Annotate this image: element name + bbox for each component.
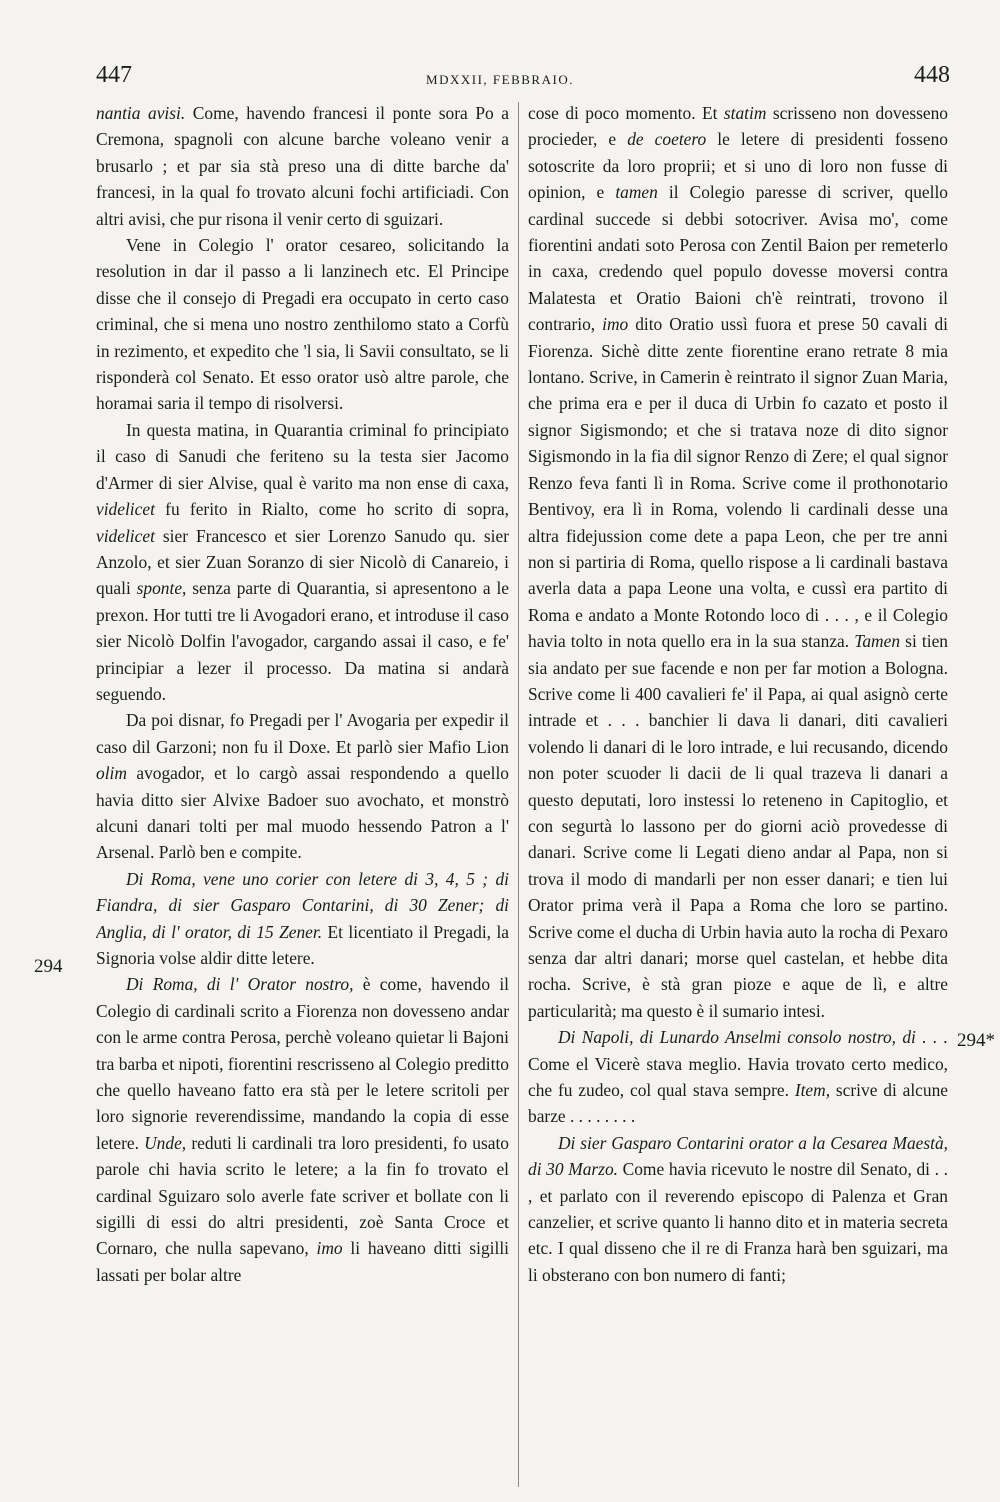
page-number-right: 448 xyxy=(914,62,950,88)
italic-term: de coetero xyxy=(627,129,707,150)
paragraph: cose di poco momento. Et statim scrisseno non dovesseno procieder, e de coetero le letere di presidenti fosseno sotoscrite da loro proprii; et si uno di loro non fusse di opinion, e tamen il Colegio paresse di scriver, quello cardinal succede si debbi sotocriver. Avisa mo', come fiorentini andati soto Perosa con Zentil Baion per remeterlo in caxa, credendo quel populo dovesse moversi contra Malatesta et Oratio Baioni ch'è reintrati, trovono il contrario, imo dito Oratio ussì fuora et prese 50 cavali di Fiorenza. Sichè ditte zente fiorentine erano retrate 8 mia lontano. Scrive, in Camerin è reintrato il signor Zuan Maria, che prima era e per il duca di Urbin fo cazato et posto il signor Sigismondo; et che si tratava noze di dito signor Sigismondo in la fia dil signor Renzo di Zere; el qual signor Renzo feva fanti lì in Roma. Scrive come il prothonotario Bentivoy, era lì in Roma, volendo li cardinali desse una altra fidejussion come dete a papa Leon, che per tre anni non si partiria di Roma, quello rispose a li cardinali bastava averla data a papa Leone una volta, e cussì era partito di Roma e andato a Monte Rotondo loco di . . . , e il Colegio havia tolto in nota quello era in la sua stanza. Tamen si tien sia andato per sue facende e non per far motion a Bologna. Scrive come li 400 cavalieri fe' il Papa, ai qual asignò certe intrade et . . . banchier li dava li danari, diti cavalieri volendo li danari di le loro intrade, e lui recusando, dicendo non poter scuoder li dacii de li qual trazeva li danari a questo deputati, loro instessi lo reteneno in Capitoglio, et con segurtà lo lassono per do giorni aciò provedesse di danari. Scrive come li Legati dieno andar al Papa, non si trova il modo di mandarli per non esser danari; e tien lui Orator prima verà il Papa a Roma che loro se partino. Scrive come el ducha di Urbin havia auto la rocha di Pexaro senza dar altri danari; morse quel castelan, et hebbe dita rocha. Scrive, è stà gran pioze e aque de lì, e altre particularità; ma questo è il sumario intesi. xyxy=(528,103,948,1021)
paragraph: In questa matina, in Quarantia criminal fo principiato il caso di Sanudi che feriteno su la testa sier Jacomo d'Armer di sier Alvise, qual è varito ma non ense di caxa, videlicet fu ferito in Rialto, come ho scrito di sopra, videlicet sier Francesco et sier Lorenzo Sanudo qu. sier Anzolo, et sier Zuan Soranzo di sier Nicolò di Canareio, i quali sponte, senza parte di Quarantia, si apresentono a le prexon. Hor tutti tre li Avogadori erano, et introduse il caso sier Nicolò Dolfin l'avogador, cargando assai il caso, e fe' principiar a lezer il processo. Da matina si andarà seguendo. xyxy=(96,419,509,704)
italic-term: videlicet xyxy=(96,499,155,520)
italic-term: Unde, xyxy=(144,1132,187,1153)
italic-term: imo xyxy=(602,314,629,335)
column-divider xyxy=(518,102,519,1487)
running-title: MDXXII, FEBBRAIO. xyxy=(426,72,574,87)
margin-note-right: 294* xyxy=(957,1030,995,1051)
italic-term: olim xyxy=(96,763,127,784)
letter-heading: Di Napoli, di Lunardo Anselmi consolo nostro, di . . . xyxy=(558,1027,948,1048)
italic-term: nantia avisi. xyxy=(96,103,186,123)
paragraph: Di Napoli, di Lunardo Anselmi consolo nostro, di . . . Come el Vicerè stava meglio. Havia trovato certo medico, che fu zudeo, col qual stava sempre. Item, scrive di alcune barze . . . . . . . . xyxy=(528,1027,948,1127)
margin-note-left: 294 xyxy=(34,956,63,977)
right-column xyxy=(528,100,948,1480)
paragraph: Di Roma, di l' Orator nostro, è come, havendo il Colegio di cardinali scrito a Fiorenza non dovesseno andar con le arme contra Perosa, perchè voleano quietar li Bajoni tra barba et nipoti, fiorentini rescrisseno al Colegio preditto che quello haveano fatto era stà per le letere scritoli per loro signorie reverendissime, mandando la copia di esse letere. Unde, reduti li cardinali tra loro presidenti, fo usato parole chi havia scrito le letere; a la fin fo trovato el cardinal Sguizaro solo averle fate scriver et bollate con li sigilli di essi do altri presidenti, zoè Santa Croce et Cornaro, che nulla sapevano, imo li haveano ditti sigilli lassati per bolar altre xyxy=(96,974,509,1285)
letter-heading: Di Roma, vene uno corier con letere di 3, 4, 5 ; di Fiandra, di sier Gasparo Contarini, di 30 Zener; di Anglia, di l' orator, di 15 Zener. xyxy=(96,868,509,942)
italic-term: videlicet xyxy=(96,525,155,546)
page-header xyxy=(0,62,1000,98)
letter-heading: Di sier Gasparo Contarini orator a la Cesarea Maestà, di 30 Marzo. xyxy=(528,1132,948,1180)
italic-term: imo xyxy=(316,1238,343,1259)
paragraph: Di sier Gasparo Contarini orator a la Cesarea Maestà, di 30 Marzo. Come havia ricevuto le nostre dil Senato, di . . , et parlato con il reverendo episcopo di Palenza et Gran canzelier, et scrive quanto li hanno dito et in materia secreta etc. I qual disseno che il re di Franza harà ben sguizari, ma li obsterano con bon numero di fanti; xyxy=(528,1132,948,1285)
paragraph: nantia avisi. Come, havendo francesi il ponte sora Po a Cremona, spagnoli con alcune barche voleano venir a brusarlo ; et par sia stà preso una di ditte barche da' francesi, in la qual fo trovato alcuni fochi artificiadi. Con altri avisi, che pur risona il venir certo di sguizari. xyxy=(96,103,509,229)
paragraph: Di Roma, vene uno corier con letere di 3, 4, 5 ; di Fiandra, di sier Gasparo Contarini, di 30 Zener; di Anglia, di l' orator, di 15 Zener. Et licentiato il Pregadi, la Signoria volse aldir ditte letere. xyxy=(96,868,509,968)
italic-term: Item, xyxy=(794,1080,831,1101)
paragraph: Vene in Colegio l' orator cesareo, solicitando la resolution in dar il passo a li lanzinech etc. El Principe disse che il consejo di Pregadi era occupato in certo caso criminal, che si mena uno nostro zenthilomo stato a Corfù in rezimento, et expedito che 'l sia, li Savii consultato, se li risponderà col Senato. Et esso orator usò altre parole, che horamai saria il tempo di risolversi. xyxy=(96,235,509,414)
italic-term: Tamen xyxy=(854,631,901,652)
left-column xyxy=(96,100,509,1480)
letter-heading: Di Roma, di l' Orator nostro, xyxy=(126,974,354,995)
italic-term: tamen xyxy=(615,182,658,203)
page-number-left: 447 xyxy=(96,62,132,88)
italic-term: statim xyxy=(723,103,767,123)
paragraph: Da poi disnar, fo Pregadi per l' Avogaria per expedir il caso dil Garzoni; non fu il Doxe. Et parlò sier Mafio Lion olim avogador, et lo cargò assai respondendo a quello havia ditto sier Alvixe Badoer suo avochato, et monstrò alcuni danari tolti per mal muodo hessendo Patron a l' Arsenal. Parlò ben e compite. xyxy=(96,710,509,863)
italic-term: sponte xyxy=(136,578,183,599)
